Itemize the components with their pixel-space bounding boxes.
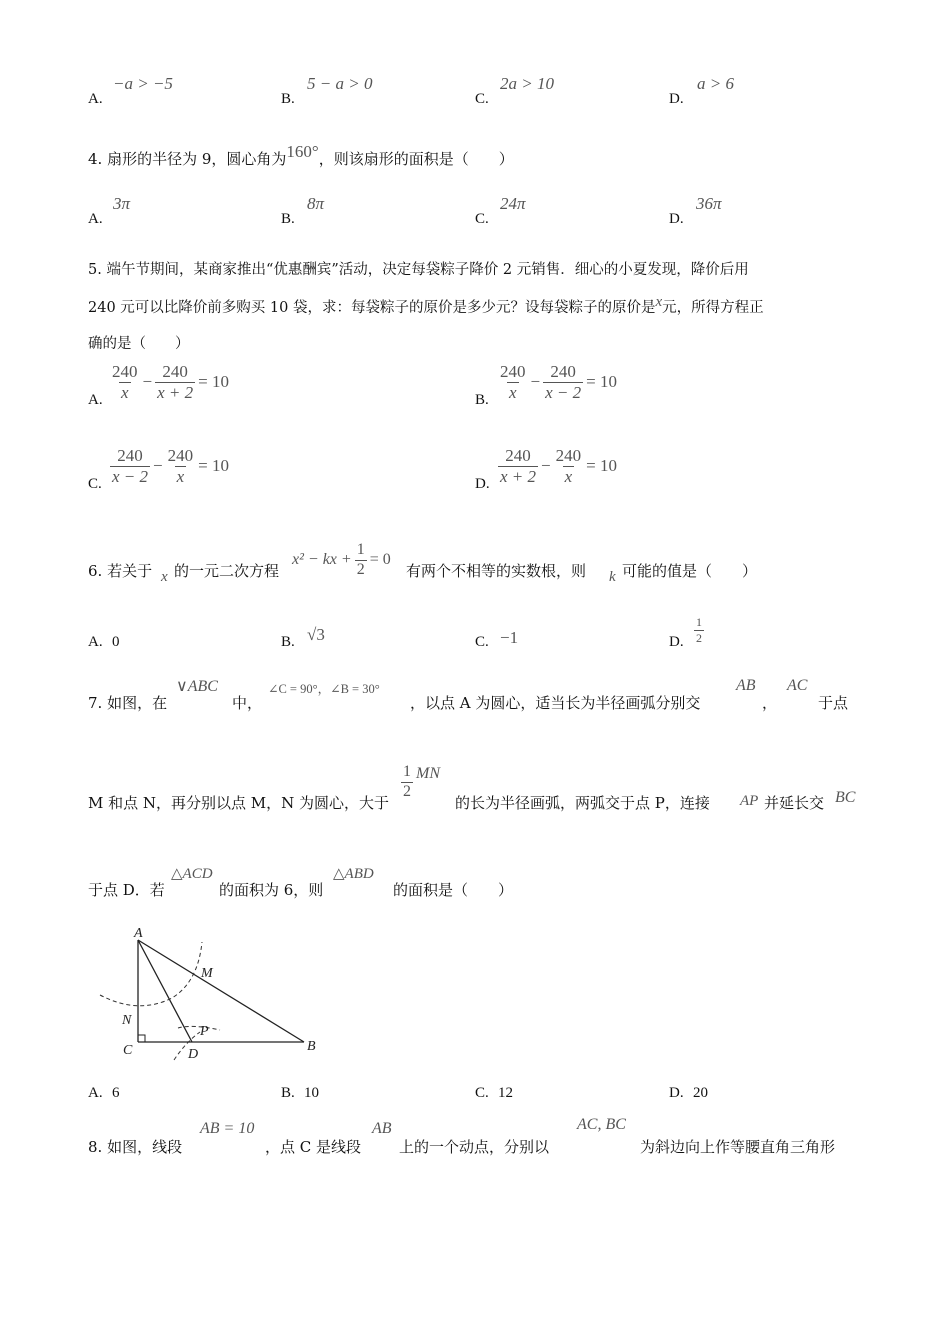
q7-tri-abc: ∨ABC — [176, 678, 218, 695]
q6-equation — [292, 542, 391, 579]
q6-eq-frac-num: 1 — [356, 541, 365, 558]
q4-option-b-label: B. — [281, 211, 295, 227]
q7-line1-c: ，以点 A 为圆心，适当长为半径画弧分别交 — [410, 694, 701, 712]
q7-option-d-label: D. — [669, 1085, 684, 1101]
q6-option-d-label: D. — [669, 634, 684, 650]
q5-option-c-equation — [110, 447, 229, 486]
q3-option-b-expr: 5 − a > 0 — [307, 74, 373, 93]
label-b: B — [307, 1039, 316, 1054]
q5-a-den2: x + 2 — [157, 382, 194, 402]
q5-d-num2: 240 — [555, 446, 582, 465]
q5-var-x: x — [655, 294, 663, 310]
q5-option-c-label: C. — [88, 476, 102, 492]
q6-stem-d: 可能的值是（ ） — [622, 562, 758, 580]
label-m: M — [201, 966, 213, 981]
q5-b-den2: x − 2 — [545, 382, 582, 402]
q5-b-minus: − — [530, 372, 541, 392]
q7-option-b-label: B. — [281, 1085, 295, 1101]
q5-option-b-label: B. — [475, 392, 489, 408]
q6-option-a-label: A. — [88, 634, 103, 650]
q7-tri-acd: △ACD — [171, 866, 213, 882]
q7-angles: ∠C = 90°，∠B = 30° — [268, 682, 380, 696]
q8-line1-a: 8. 如图，线段 — [88, 1138, 183, 1156]
q4-option-c-label: C. — [475, 211, 489, 227]
q8-ab-eq: AB = 10 — [200, 1120, 255, 1137]
q5-option-d-label: D. — [475, 476, 490, 492]
q6-option-c-value: −1 — [500, 628, 519, 647]
q4-angle: 160° — [286, 142, 319, 161]
q7-option-a-value: 6 — [112, 1085, 120, 1101]
q7-line3-b: 的面积为 6，则 — [219, 881, 324, 899]
q7-tri-abd: △ABD — [333, 866, 374, 882]
label-p: P — [200, 1024, 209, 1039]
question-4-stem — [88, 142, 514, 169]
q8-line1-d: 为斜边向上作等腰直角三角形 — [640, 1138, 836, 1156]
q7-line3-a: 于点 D．若 — [88, 881, 165, 899]
q5-b-num2: 240 — [550, 362, 576, 381]
label-a: A — [134, 926, 143, 941]
q7-line2-b: 的长为半径画弧，两弧交于点 P，连接 — [455, 794, 710, 812]
q6-var-x: x — [161, 569, 168, 585]
q6-stem-a: 6. 若关于 — [88, 562, 153, 580]
q5-c-minus: − — [153, 456, 163, 476]
q5-line-2b: 元，所得方程正 — [662, 300, 764, 316]
q7-ac: AC — [787, 677, 808, 694]
q4-stem-a: 4. 扇形的半径为 9，圆心角为 — [88, 150, 287, 168]
q5-line-1: 5. 端午节期间，某商家推出“优惠酬宾”活动，决定每袋粽子降价 2 元销售．细心的小夏发现，降价后用 — [88, 262, 749, 278]
q8-acbc: AC, BC — [577, 1116, 626, 1133]
q5-b-num1: 240 — [500, 362, 526, 381]
q4-option-a-label: A. — [88, 211, 103, 227]
q5-d-den2: x — [564, 466, 573, 486]
q5-a-minus: − — [142, 372, 153, 392]
q7-mn: MN — [416, 765, 440, 783]
q8-line1-b: ，点 C 是线段 — [265, 1138, 362, 1156]
q7-line1-a: 7. 如图，在 — [88, 694, 168, 712]
q6-option-b-label: B. — [281, 634, 295, 650]
q5-c-den2: x — [176, 466, 185, 486]
q4-option-c-expr: 24π — [500, 194, 526, 213]
q5-d-equals: = 10 — [586, 456, 617, 476]
q7-line1-d: 于点 — [818, 694, 849, 712]
q5-option-a-equation — [110, 363, 229, 402]
q7-line2-c: 并延长交 — [764, 794, 825, 812]
side-ab — [138, 940, 304, 1042]
q4-option-b-expr: 8π — [307, 194, 325, 213]
q5-b-equals: = 10 — [586, 372, 617, 392]
q4-stem-b: ，则该扇形的面积是（ ） — [318, 150, 514, 168]
q7-option-a-label: A. — [88, 1085, 103, 1101]
label-c: C — [123, 1043, 133, 1058]
q8-ab: AB — [372, 1120, 392, 1137]
q4-option-d-label: D. — [669, 211, 684, 227]
q7-option-c-value: 12 — [498, 1085, 513, 1101]
q5-option-d-equation — [498, 447, 617, 486]
q7-comma: ， — [762, 694, 778, 712]
q6-option-d-value — [694, 616, 704, 644]
q5-line-2a: 240 元可以比降价前多购买 10 袋，求：每袋粽子的原价是多少元？设每袋粽子的原价是 — [88, 300, 656, 316]
label-n: N — [122, 1013, 132, 1028]
segment-ad — [138, 940, 192, 1042]
q5-a-den1: x — [120, 382, 129, 402]
q7-half-mn — [401, 764, 440, 801]
q7-option-b-value: 10 — [304, 1085, 319, 1101]
q5-b-den1: x — [508, 382, 517, 402]
q5-d-num1: 240 — [505, 446, 531, 465]
q8-line1-c: 上的一个动点，分别以 — [399, 1138, 550, 1156]
q3-option-c-expr: 2a > 10 — [500, 74, 554, 93]
q3-option-d-label: D. — [669, 91, 684, 107]
q5-c-num2: 240 — [167, 446, 194, 465]
q5-line-2 — [88, 296, 764, 317]
q5-a-equals: = 10 — [198, 372, 229, 392]
q6-option-a-value: 0 — [112, 634, 120, 650]
arc-center-a — [100, 942, 202, 1006]
q6-var-k: k — [609, 569, 616, 585]
q7-ab: AB — [736, 677, 756, 694]
q5-d-minus: − — [541, 456, 551, 476]
label-d: D — [188, 1047, 199, 1062]
q6-eq-right: = 0 — [369, 551, 391, 569]
right-angle-mark — [138, 1035, 145, 1042]
q5-c-den1: x − 2 — [112, 466, 149, 486]
q5-option-b-equation — [498, 363, 617, 402]
q6-eq-left: x² − kx + — [292, 551, 352, 569]
q7-triangle-figure — [90, 920, 330, 1065]
q3-option-b-label: B. — [281, 91, 295, 107]
q7-half-num: 1 — [403, 763, 411, 780]
q6-stem-c: 有两个不相等的实数根，则 — [406, 562, 587, 580]
q6-stem-b: 的一元二次方程 — [174, 562, 280, 580]
q5-line-3: 确的是（ ） — [88, 336, 190, 352]
q7-line1-b: 中， — [232, 694, 263, 712]
q5-a-num1: 240 — [112, 362, 138, 381]
q4-option-d-expr: 36π — [696, 194, 722, 213]
q3-option-a-label: A. — [88, 91, 103, 107]
q7-line3-c: 的面积是（ ） — [393, 881, 514, 899]
q6-d-den: 2 — [696, 630, 702, 645]
q6-eq-frac-den: 2 — [356, 560, 365, 578]
q3-option-c-label: C. — [475, 91, 489, 107]
q5-option-a-label: A. — [88, 392, 103, 408]
q3-option-a-expr: −a > −5 — [113, 74, 173, 93]
q5-d-den1: x + 2 — [500, 466, 537, 486]
q7-option-d-value: 20 — [693, 1085, 708, 1101]
q7-line2-a: M 和点 N，再分别以点 M，N 为圆心，大于 — [88, 794, 390, 812]
q6-option-c-label: C. — [475, 634, 489, 650]
q6-option-b-value: √3 — [307, 625, 325, 644]
q5-c-equals: = 10 — [198, 456, 229, 476]
q4-option-a-expr: 3π — [113, 194, 131, 213]
q7-bc: BC — [835, 789, 856, 806]
q7-ap: AP — [740, 793, 759, 809]
q7-option-c-label: C. — [475, 1085, 489, 1101]
q5-c-num1: 240 — [117, 446, 143, 465]
q3-option-d-expr: a > 6 — [697, 74, 734, 93]
q6-d-num: 1 — [696, 615, 702, 629]
q5-a-num2: 240 — [162, 362, 188, 381]
q7-half-den: 2 — [403, 782, 411, 800]
